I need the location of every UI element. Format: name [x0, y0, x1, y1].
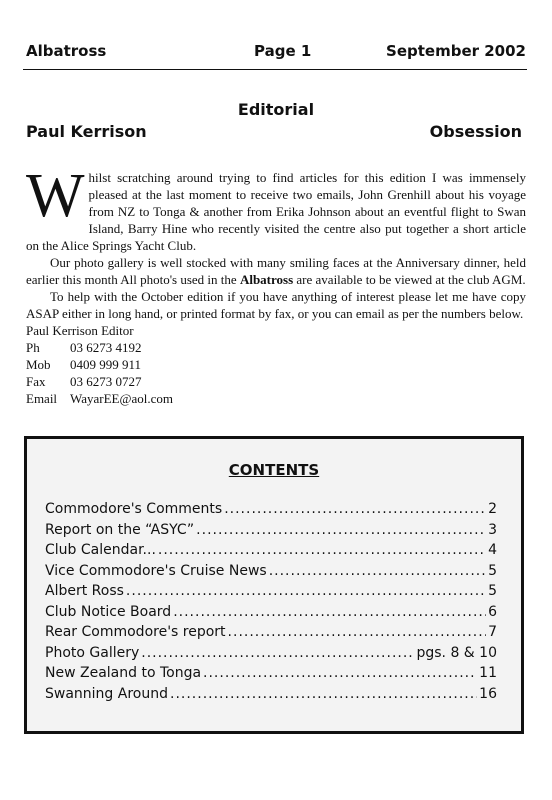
email-link[interactable]: WayarEE@aol.com [70, 391, 173, 406]
toc-leader-dots [196, 522, 486, 538]
paragraph-2-text-b: are available to be viewed at the club AGM. [293, 272, 526, 287]
toc-item-page: 3 [488, 521, 497, 538]
editorial-title: Editorial [237, 100, 315, 119]
contents-box [24, 436, 524, 734]
contents-title: CONTENTS [228, 461, 320, 479]
author-name: Paul Kerrison [26, 122, 147, 141]
contact-label: Fax [26, 374, 46, 389]
contact-value: 03 6273 4192 [70, 340, 142, 355]
contact-phone [26, 339, 526, 356]
toc-item[interactable] [45, 645, 497, 666]
contact-value: 03 6273 0727 [70, 374, 142, 389]
toc-item-page: pgs. 8 & 10 [416, 644, 497, 661]
toc-item-page: 4 [488, 542, 497, 558]
contact-label: Ph [26, 340, 40, 355]
toc-item[interactable] [45, 583, 497, 604]
toc-item-title: Commodore's Comments [45, 501, 223, 517]
toc-item[interactable] [45, 624, 497, 645]
toc-item[interactable] [45, 686, 497, 707]
drop-cap: W [26, 162, 85, 230]
albatross-bold: Albatross [239, 272, 294, 287]
header-rule [23, 69, 527, 70]
toc-leader-dots [228, 624, 487, 640]
toc-leader-dots [158, 542, 486, 558]
toc-leader-dots [269, 563, 486, 579]
toc-leader-dots [170, 686, 477, 702]
contact-label: Email [26, 391, 58, 406]
toc-item-page: 7 [488, 624, 497, 640]
toc-leader-dots [224, 501, 486, 517]
paragraph-1-text: hilst scratching around trying to find articles for this edition I was immensely pleased at the last moment to receive two emails, John Grenhill about his voyage from NZ to Tonga & another from Erika Johnson about an eventful flight to Swan Island, Barry Hine who recently visited the centre also put together a short article on the Alice Springs Yacht Club. [26, 170, 526, 253]
toc-item[interactable] [45, 501, 497, 522]
toc-item-page: 16 [479, 685, 497, 702]
contact-mobile [26, 356, 526, 373]
toc-item-title: New Zealand to Tonga [45, 665, 202, 681]
toc-leader-dots [173, 604, 486, 620]
editor-signature: Paul Kerrison Editor [26, 323, 134, 338]
table-of-contents [45, 501, 497, 706]
toc-item-title: Vice Commodore's Cruise News [45, 562, 267, 579]
toc-item[interactable] [45, 522, 497, 543]
toc-item-page: 5 [488, 562, 497, 579]
toc-item-title: Report on the “ASYC” [45, 521, 195, 538]
contact-email [26, 390, 526, 407]
contact-block [26, 322, 526, 407]
toc-item-title: Rear Commodore's report [45, 624, 226, 640]
contact-label: Mob [26, 357, 51, 372]
page-header [26, 42, 526, 64]
editorial-topic: Obsession [429, 122, 522, 141]
editorial-body [26, 162, 526, 407]
contact-value: 0409 999 911 [70, 357, 142, 372]
toc-item-title: Club Notice Board [45, 603, 172, 620]
toc-item-page: 2 [488, 501, 497, 517]
paragraph-1 [26, 162, 526, 254]
paragraph-2 [26, 254, 526, 288]
toc-item-page: 5 [488, 583, 497, 599]
toc-item[interactable] [45, 604, 497, 625]
toc-leader-dots [203, 665, 477, 681]
toc-item[interactable] [45, 542, 497, 563]
toc-leader-dots [126, 583, 486, 599]
toc-item-title: Photo Gallery [45, 644, 140, 661]
toc-item[interactable] [45, 563, 497, 584]
paragraph-3: To help with the October edition if you have anything of interest please let me have copy ASAP either in long hand, or printed format by fax, or you can email as per the numbers below. [26, 289, 526, 321]
byline [26, 122, 522, 142]
paragraph-2-text-a: Our photo gallery is well stocked with many smiling faces at the Anniversary dinner, held earlier this month All photo's used in the [26, 255, 526, 287]
page-number: Page 1 [254, 42, 312, 60]
toc-item-title: Albert Ross [45, 583, 124, 599]
toc-item-title: Club Calendar... [45, 542, 156, 558]
toc-item-page: 11 [479, 665, 497, 681]
issue-date: September 2002 [386, 42, 526, 60]
publication-name: Albatross [26, 42, 107, 60]
toc-item-title: Swanning Around [45, 685, 168, 702]
toc-item-page: 6 [488, 603, 497, 620]
contact-fax [26, 373, 526, 390]
toc-item[interactable] [45, 665, 497, 686]
toc-leader-dots [141, 645, 414, 661]
